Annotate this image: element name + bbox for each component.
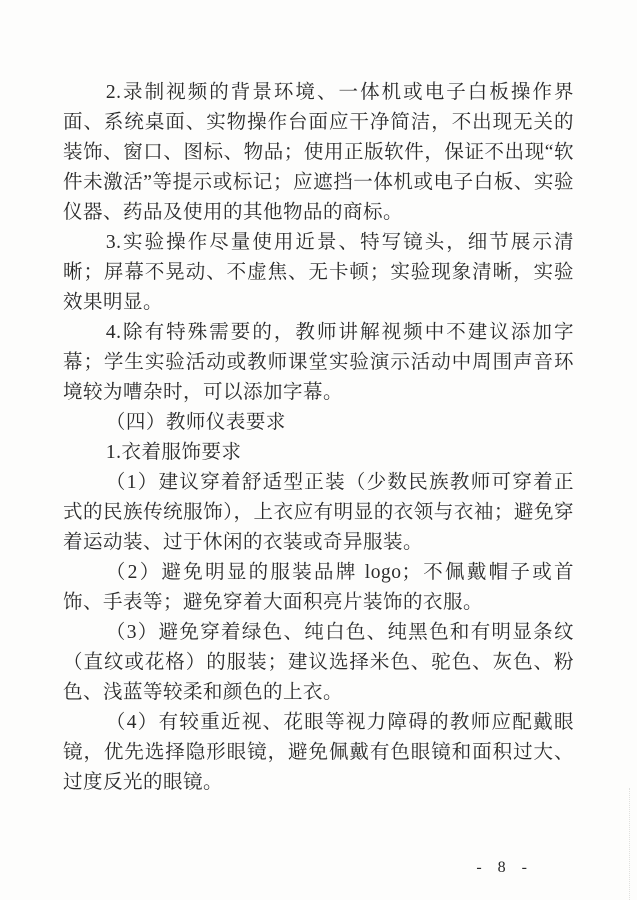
scan-edge-artifact [629, 788, 630, 900]
para-item-3: 3.实验操作尽量使用近景、特写镜头，细节展示清晰；屏幕不晃动、不虚焦、无卡顿；实验现象清晰，实验效果明显。 [63, 232, 574, 313]
para-clothing-2: （2）避免明显的服装品牌 logo；不佩戴帽子或首饰、手表等；避免穿着大面积亮片装饰的衣服。 [63, 562, 574, 613]
para-item-4: 4.除有特殊需要的，教师讲解视频中不建议添加字幕；学生实验活动或教师课堂实验演示活动中周围声音环境较为嘈杂时，可以添加字幕。 [63, 322, 574, 403]
page-number: - 8 - [476, 859, 533, 876]
section-heading-teacher-appearance: （四）教师仪表要求 [105, 412, 286, 433]
subsection-heading-clothing: 1.衣着服饰要求 [105, 442, 242, 463]
document-body [63, 78, 574, 798]
para-clothing-1: （1）建议穿着舒适型正装（少数民族教师可穿着正式的民族传统服饰），上衣应有明显的衣领与衣袖；避免穿着运动装、过于休闲的衣装或奇异服装。 [63, 472, 574, 553]
para-item-2: 2.录制视频的背景环境、一体机或电子白板操作界面、系统桌面、实物操作台面应干净简洁，不出现无关的装饰、窗口、图标、物品；使用正版软件，保证不出现“软件未激活”等提示或标记；应遮挡一体机或电子白板、实验仪器、药品及使用的其他物品的商标。 [63, 82, 574, 223]
para-clothing-4: （4）有较重近视、花眼等视力障碍的教师应配戴眼镜，优先选择隐形眼镜，避免佩戴有色眼镜和面积过大、过度反光的眼镜。 [63, 712, 574, 793]
para-clothing-3: （3）避免穿着绿色、纯白色、纯黑色和有明显条纹（直纹或花格）的服装；建议选择米色、驼色、灰色、粉色、浅蓝等较柔和颜色的上衣。 [63, 622, 574, 703]
